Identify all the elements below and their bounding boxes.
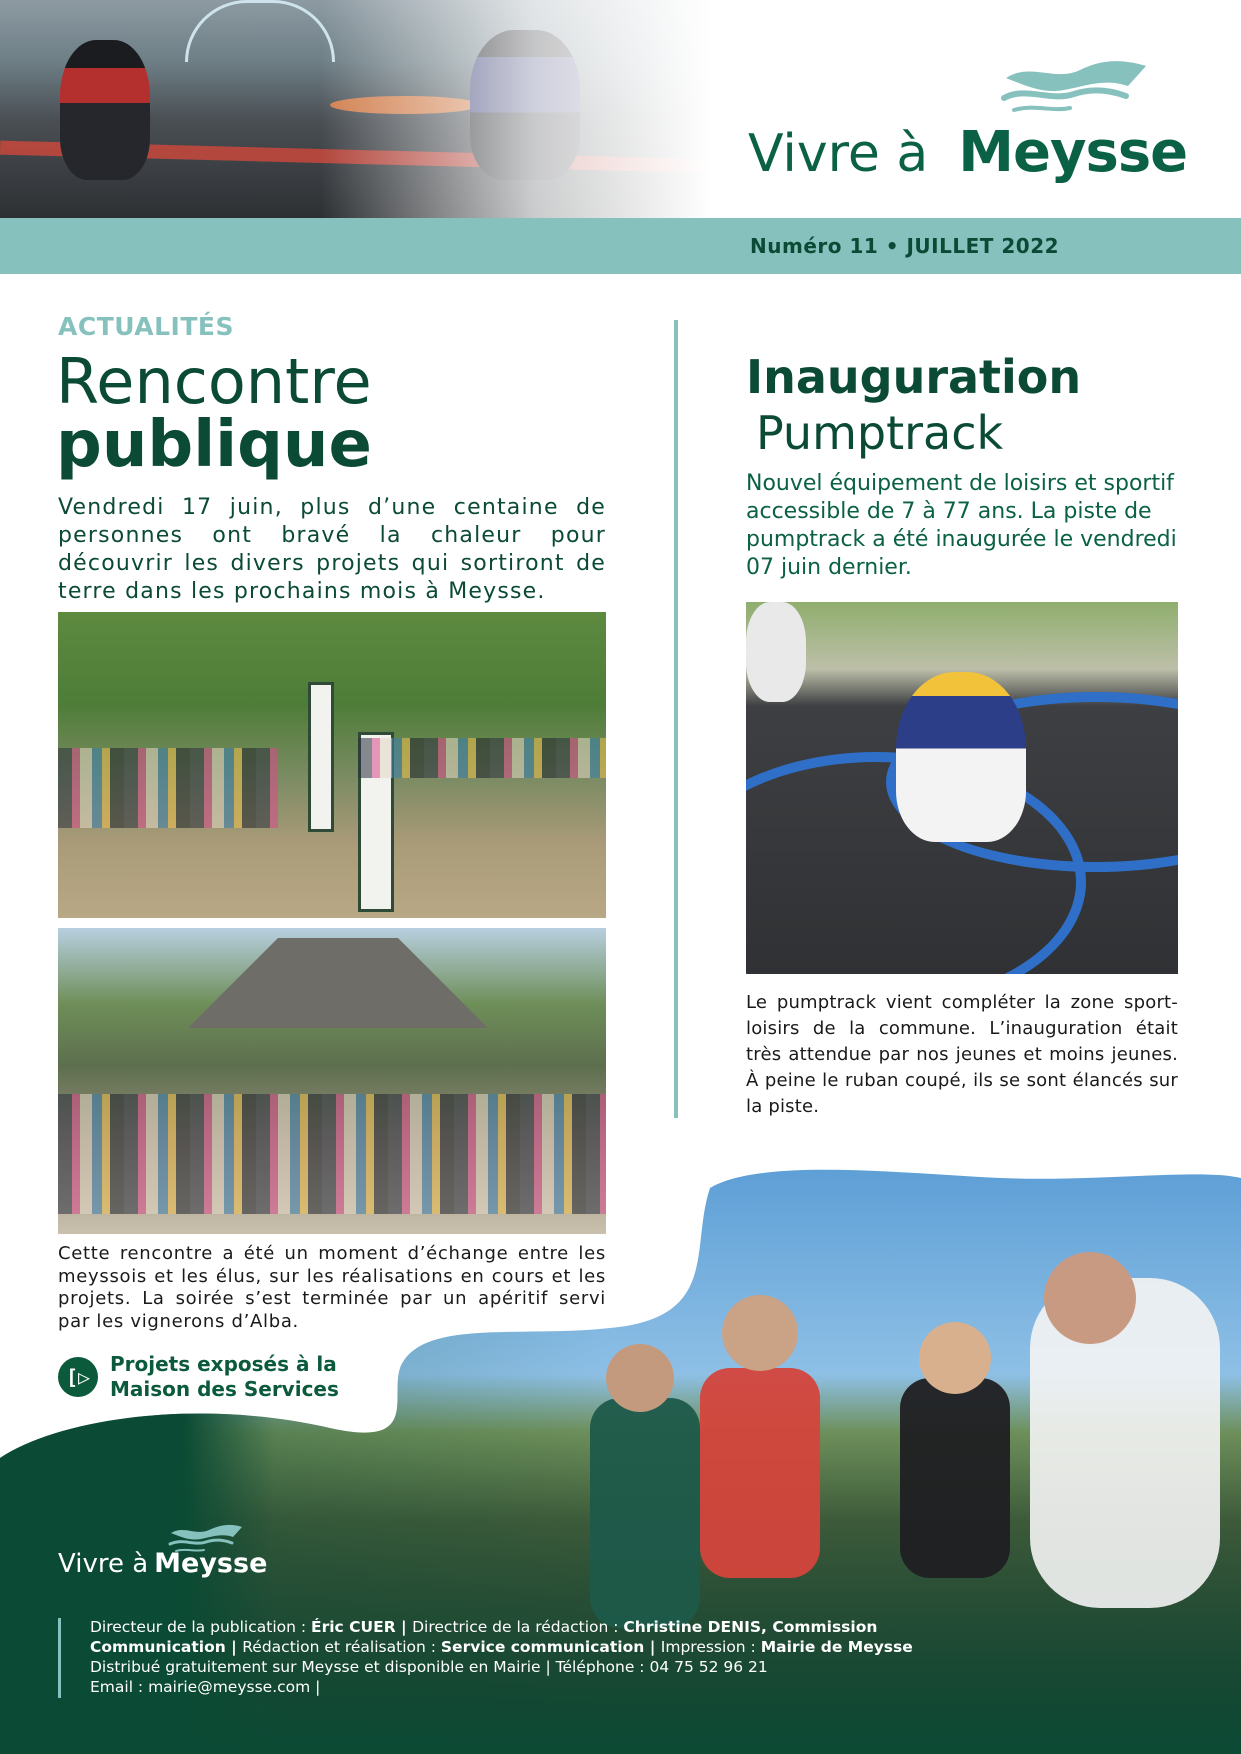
director-label: Directeur de la publication : <box>90 1618 312 1636</box>
right-title-line2: Pumptrack <box>756 406 1004 460</box>
photo-pumptrack <box>746 602 1178 974</box>
photo-crowd-seated <box>358 738 606 778</box>
editor-name: Christine DENIS, Commission Communication <box>90 1618 878 1656</box>
photo-cyclist <box>746 602 806 702</box>
credits-rule <box>58 1618 61 1698</box>
issue-number: Numéro 11 • JUILLET 2022 <box>750 234 1060 258</box>
photo-bmx-rider <box>896 672 1026 842</box>
right-caption: Le pumptrack vient compléter la zone sport-loisirs de la commune. L’inauguration était très attendue par nos jeunes et moins jeunes. À peine le ruban coupé, ils se sont élancés sur la piste. <box>746 992 1178 1117</box>
masthead-prefix: Vivre à <box>748 124 929 184</box>
article-title-line1: Rencontre <box>56 345 372 418</box>
column-divider <box>674 320 678 1118</box>
section-kicker: ACTUALITÉS <box>58 312 234 341</box>
credits-distribution: Distribué gratuitement sur Meysse et disponible en Mairie | Téléphone : 04 75 52 96 21 <box>90 1658 768 1676</box>
right-title-line1: Inauguration <box>746 350 1082 404</box>
separator: | <box>644 1638 661 1656</box>
photo-exhibition <box>58 612 606 918</box>
separator: | <box>225 1638 243 1656</box>
article-lead: Vendredi 17 juin, plus d’une centaine de personnes ont bravé la chaleur pour découvrir les divers projets qui sortiront de terre dans les prochains mois à Meysse. <box>58 495 606 604</box>
footer-brand <box>58 1548 267 1579</box>
article-title-line2: publique <box>56 408 372 482</box>
masthead-title <box>748 120 1187 185</box>
photo-panel <box>308 682 334 832</box>
header-photo <box>0 0 712 218</box>
masthead-name: Meysse <box>958 120 1188 185</box>
production-label: Rédaction et réalisation : <box>242 1638 441 1656</box>
production-name: Service communication <box>440 1638 645 1656</box>
director-name: Éric CUER <box>311 1618 396 1636</box>
right-lead: Nouvel équipement de loisirs et sportif accessible de 7 à 77 ans. La piste de pumptrack a été inaugurée le vendredi 07 juin dernier. <box>746 471 1177 580</box>
separator: | <box>395 1618 413 1636</box>
credits-email[interactable]: Email : mairie@meysse.com | <box>90 1678 321 1696</box>
issue-band <box>0 218 1241 274</box>
photo-crowd <box>58 748 278 828</box>
publication-credits <box>90 1617 950 1697</box>
credits-line-1 <box>90 1617 950 1657</box>
waving-flag-icon <box>1000 52 1150 118</box>
photo-fade <box>0 0 712 218</box>
footer-brand-prefix: Vivre à <box>58 1549 149 1579</box>
editor-label: Directrice de la rédaction : <box>412 1618 624 1636</box>
print-name: Mairie de Meysse <box>760 1638 913 1656</box>
photo-kiosk-roof <box>188 938 488 1028</box>
print-label: Impression : <box>660 1638 761 1656</box>
footer-brand-name: Meysse <box>154 1548 268 1579</box>
